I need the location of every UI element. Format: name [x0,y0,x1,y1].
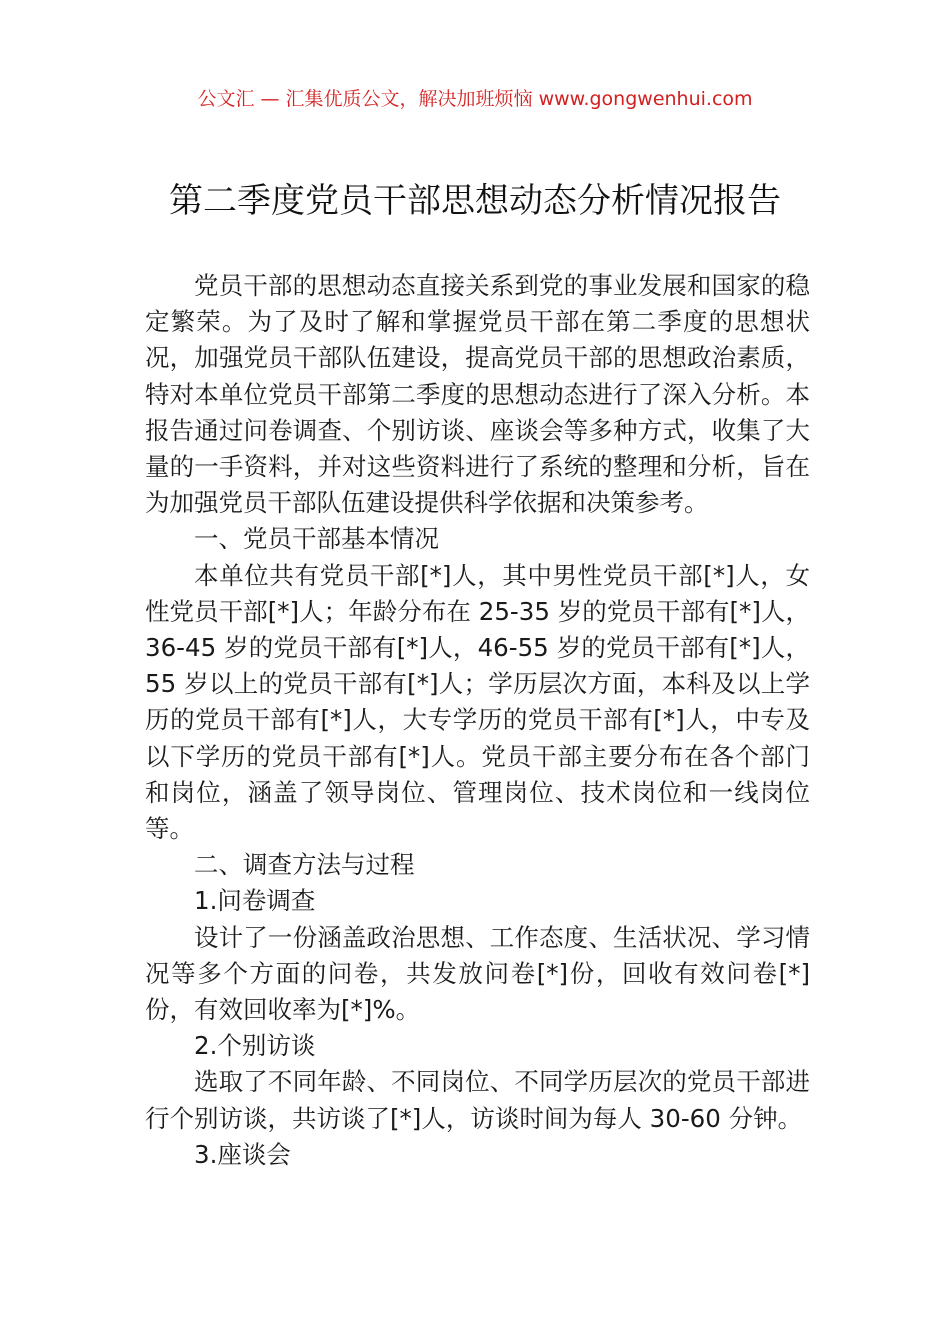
watermark-header: 公文汇 — 汇集优质公文，解决加班烦恼 www.gongwenhui.com [197,88,753,110]
interview-paragraph: 选取了不同年龄、不同岗位、不同学历层次的党员干部进行个别访谈，共访谈了[*]人，访谈时间为每人 30-60 分钟。 [145,1067,810,1133]
basic-info-paragraph: 本单位共有党员干部[*]人，其中男性党员干部[*]人，女性党员干部[*]人；年龄分布在 25-35 岁的党员干部有[*]人，36-45 岁的党员干部有[*]人，46-55 岁的党员干部有[*]人，55 岁以上的党员干部有[*]人；学历层次方面，本科及以上学历的党员干部有[*]人，大专学历的党员干部有[*]人，中专及以下学历的党员干部有[*]人。党员干部主要分布在各个部门和岗位，涵盖了领导岗位、管理岗位、技术岗位和一线岗位等。 [145,560,810,844]
subheading-questionnaire: 1.问卷调查 [194,886,316,916]
document-body [145,268,810,1173]
questionnaire-paragraph: 设计了一份涵盖政治思想、工作态度、生活状况、学习情况等多个方面的问卷，共发放问卷[*]份，回收有效问卷[*]份，有效回收率为[*]%。 [145,922,810,1025]
document-title: 第二季度党员干部思想动态分析情况报告 [169,181,781,221]
subheading-symposium: 3.座谈会 [194,1139,291,1169]
subheading-interview: 2.个别访谈 [194,1031,316,1061]
section-heading-2: 二、调查方法与过程 [194,850,415,880]
intro-paragraph: 党员干部的思想动态直接关系到党的事业发展和国家的稳定繁荣。为了及时了解和掌握党员干部在第二季度的思想状况，加强党员干部队伍建设，提高党员干部的思想政治素质，特对本单位党员干部第二季度的思想动态进行了深入分析。本报告通过问卷调查、个别访谈、座谈会等多种方式，收集了大量的一手资料，并对这些资料进行了系统的整理和分析，旨在为加强党员干部队伍建设提供科学依据和决策参考。 [145,271,810,518]
section-heading-1: 一、党员干部基本情况 [194,524,439,554]
